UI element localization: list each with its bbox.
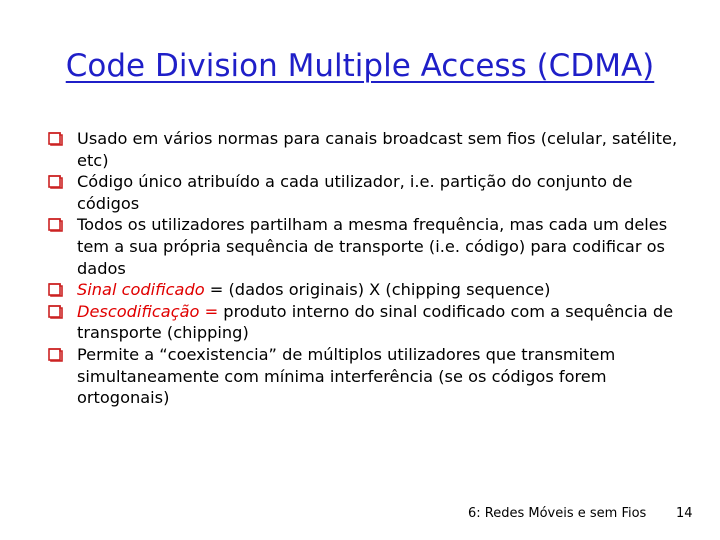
bullet-item bbox=[48, 171, 688, 214]
bullet-text: Usado em vários normas para canais broadcast sem fios (celular, satélite, etc) bbox=[77, 129, 678, 170]
bullet-text: Todos os utilizadores partilham a mesma frequência, mas cada um deles tem a sua própria sequência de transporte (i.e. código) para codificar os dados bbox=[77, 215, 668, 278]
checkbox-bullet-icon bbox=[48, 348, 63, 362]
checkbox-bullet-icon bbox=[48, 283, 63, 297]
bullet-item bbox=[48, 128, 688, 171]
bullet-item bbox=[48, 344, 688, 409]
bullet-text: Permite a “coexistencia” de múltiplos utilizadores que transmitem simultaneamente com mínima interferência (se os códigos forem ortogonais) bbox=[77, 344, 616, 408]
checkbox-bullet-icon bbox=[48, 132, 63, 146]
bullet-list bbox=[48, 128, 688, 409]
checkbox-bullet-icon bbox=[48, 175, 63, 189]
page-number: 14 bbox=[676, 506, 693, 521]
bullet-text: Código único atribuído a cada utilizador, i.e. partição do conjunto de códigos bbox=[77, 172, 633, 213]
bullet-item bbox=[48, 301, 688, 344]
footer-text: 6: Redes Móveis e sem Fios bbox=[468, 506, 647, 521]
bullet-highlight: Descodificação = bbox=[77, 301, 219, 321]
slide-title: Code Division Multiple Access (CDMA) bbox=[65, 48, 655, 84]
bullet-text: produto interno do sinal codificado com a sequência de transporte (chipping) bbox=[77, 301, 674, 343]
bullet-highlight: Sinal codificado bbox=[77, 280, 205, 300]
bullet-item bbox=[48, 279, 688, 301]
bullet-item bbox=[48, 214, 688, 279]
checkbox-bullet-icon bbox=[48, 305, 63, 319]
checkbox-bullet-icon bbox=[48, 218, 63, 232]
bullet-text: = (dados originais) X (chipping sequence) bbox=[204, 280, 551, 300]
